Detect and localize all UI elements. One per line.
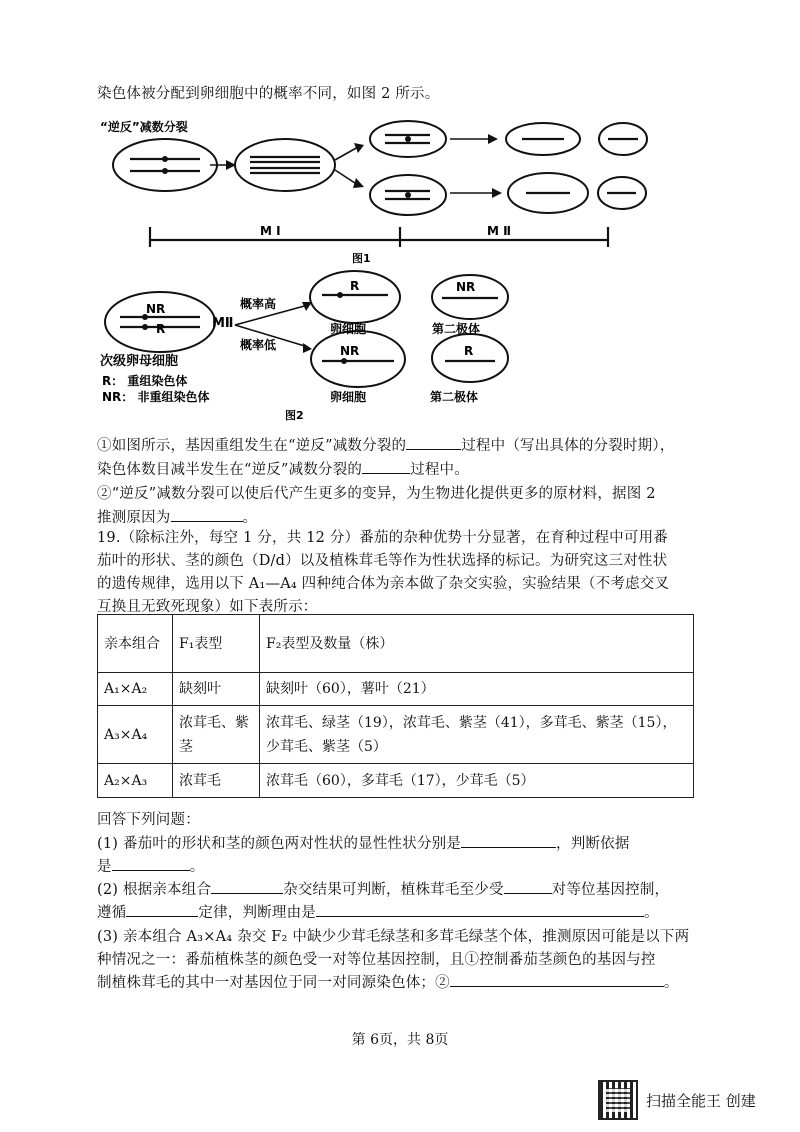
table-cell: A₃×A₄ (98, 706, 173, 764)
q19-line2: 茄叶的形状、茎的颜色（D/d）以及植株茸毛等作为性状选择的标记。为研究这三对性状 (97, 553, 668, 569)
fig2-polar-nr: NR (456, 280, 476, 294)
q19-line4: 互换且无致死现象）如下表所示： (97, 599, 318, 615)
fig2-polar-label-top: 第二极体 (432, 322, 481, 336)
fig2-caption: 图2 (285, 409, 304, 422)
answer-blank[interactable] (211, 879, 283, 894)
fig2-legend-r: R： 重组染色体 (102, 374, 188, 388)
a3-line3: 制植株茸毛的其中一对基因位于同一对同源染色体；② 。 (97, 971, 679, 992)
fig2-polar-label-bottom: 第二极体 (430, 390, 479, 404)
fig2-legend-nr: NR： 非重组染色体 (102, 390, 210, 404)
q1-line2: 染色体数目减半发生在“逆反”减数分裂的 过程中。 (97, 458, 469, 479)
answer-blank[interactable] (504, 879, 552, 894)
fig2-egg-r: R (350, 279, 360, 293)
fig2-nr: NR (146, 302, 166, 316)
a3-line2: 种情况之一：番茄植株茎的颜色受一对等位基因控制，且①控制番茄茎颜色的基因与控 (97, 952, 656, 968)
answer-blank[interactable] (362, 459, 410, 474)
table-header-cell: F₂表型及数量（株） (260, 615, 694, 673)
table-header-row (98, 615, 694, 673)
table-row (98, 673, 694, 706)
watermark-text: 扫描全能王 创建 (646, 1091, 756, 1110)
a2-line2: 遵循 定律，判断理由是 。 (97, 901, 659, 922)
a2-line1: (2) 根据亲本组合 杂交结果可判断，植株茸毛至少受 对等位基因控制， (97, 878, 669, 899)
answer-blank[interactable] (171, 507, 243, 522)
fig2-r: R (156, 322, 166, 336)
table-header-cell: 亲本组合 (98, 615, 173, 673)
table-cell: 浓茸毛、绿茎（19），浓茸毛、紫茎（41），多茸毛、紫茎（15），少茸毛、紫茎（5） (260, 706, 694, 764)
table-cell: A₁×A₂ (98, 673, 173, 706)
intro-line: 染色体被分配到卵细胞中的概率不同，如图 2 所示。 (97, 86, 440, 102)
page-footer: 第 6页，共 8页 (351, 1032, 449, 1048)
a3-line1: (3) 亲本组合 A₃×A₄ 杂交 F₂ 中缺少少茸毛绿茎和多茸毛绿茎个体，推测原因可能是以下两 (97, 929, 690, 945)
table-cell: 缺刻叶（60），薯叶（21） (260, 673, 694, 706)
table-row (98, 706, 694, 764)
fig2-m2: MⅡ (212, 316, 234, 331)
a1-line2: 是 。 (97, 855, 204, 876)
fig2-egg-nr: NR (340, 344, 360, 358)
q19-line3: 的遗传规律，选用以下 A₁—A₄ 四种纯合体为亲本做了杂交实验，实验结果（不考虑交叉 (97, 576, 670, 592)
table-cell: 浓茸毛 (173, 764, 260, 798)
answer-intro: 回答下列问题： (97, 812, 200, 828)
figure-2 (100, 265, 550, 423)
q19-line1: 19.（除标注外，每空 1 分，共 12 分）番茄的杂种优势十分显著，在育种过程中可用番 (97, 530, 668, 546)
fig2-egg-label-top: 卵细胞 (330, 322, 367, 336)
table-cell: 缺刻叶 (173, 673, 260, 706)
table-row (98, 764, 694, 798)
answer-blank[interactable] (126, 902, 198, 917)
scanner-watermark (598, 1080, 756, 1120)
answer-blank[interactable] (461, 833, 556, 848)
table-cell: A₂×A₃ (98, 764, 173, 798)
answer-blank[interactable] (112, 856, 190, 871)
q1-line1: ①如图所示，基因重组发生在“逆反”减数分裂的 过程中（写出具体的分裂时期）， (97, 434, 674, 455)
table-header-cell: F₁表型 (173, 615, 260, 673)
a1-line1: (1) 番茄叶的形状和茎的颜色两对性状的显性性状分别是 ，判断依据 (97, 832, 630, 853)
fig2-polar-r: R (464, 344, 474, 358)
fig2-secondary-oocyte: 次级卵母细胞 (100, 354, 179, 369)
q2-line1: ②“逆反”减数分裂可以使后代产生更多的变异，为生物进化提供更多的原材料，据图 2 (97, 486, 656, 502)
fig2-prob-low: 概率低 (240, 338, 277, 352)
results-table (97, 614, 694, 798)
q2-line2: 推测原因为 。 (97, 506, 257, 527)
fig1-caption: 图1 (352, 252, 371, 265)
answer-blank[interactable] (316, 902, 644, 917)
table-cell: 浓茸毛（60），多茸毛（17），少茸毛（5） (260, 764, 694, 798)
fig1-title: “逆反”减数分裂 (100, 120, 188, 134)
figure-1 (90, 115, 650, 265)
table-cell: 浓茸毛、紫茎 (173, 706, 260, 764)
qr-code-icon (598, 1080, 638, 1120)
answer-blank[interactable] (450, 972, 664, 987)
fig1-m2-label: M Ⅱ (487, 224, 512, 238)
fig2-egg-label-bottom: 卵细胞 (330, 390, 367, 404)
fig2-prob-high: 概率高 (240, 297, 277, 311)
fig1-m1-label: M Ⅰ (260, 224, 281, 238)
answer-blank[interactable] (406, 435, 461, 450)
